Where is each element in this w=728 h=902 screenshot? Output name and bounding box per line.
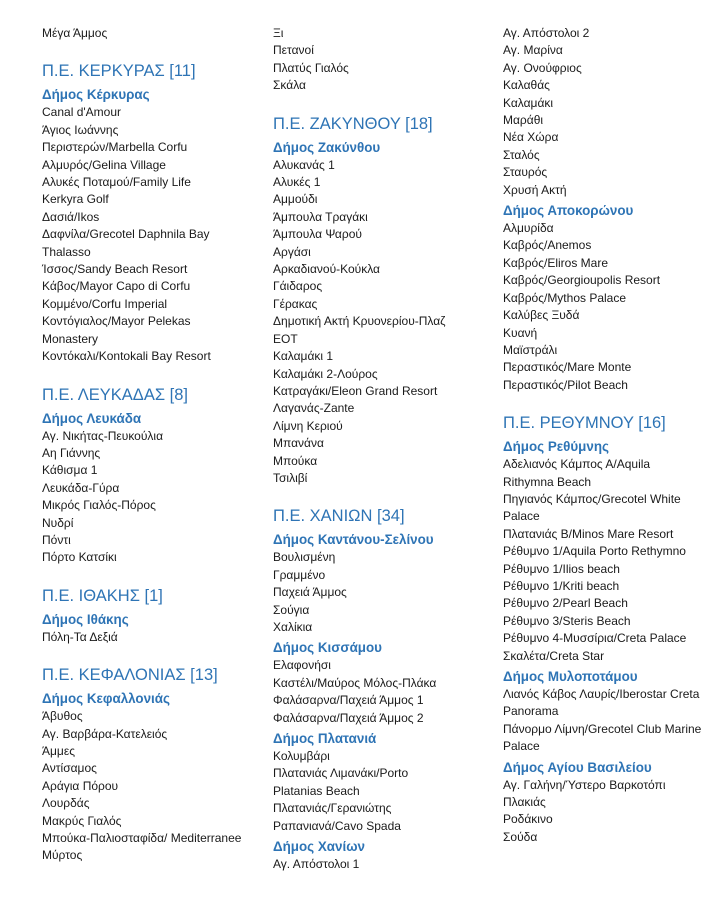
beach-list-item: Αντίσαμος	[42, 761, 97, 776]
beach-list-item: Αρκαδιανού-Κούκλα	[273, 262, 380, 277]
beach-list-item: Σούγια	[273, 602, 310, 617]
beach-list-item: Καστέλι/Μαύρος Μόλος-Πλάκα	[273, 675, 437, 690]
beach-list-item: Αγ. Γαλήνη/Ύστερο Βαρκοτόπι	[503, 777, 666, 792]
beach-list-item: Αλμυρίδα	[503, 221, 554, 236]
beach-list-item: Σταλός	[503, 147, 540, 162]
beach-list-item: Μαράθι	[503, 113, 544, 128]
beach-list-item: Παχειά Άμμος	[273, 585, 347, 600]
beach-list-item: Canal d'Amour	[42, 105, 121, 120]
beach-list-item: Μακρύς Γιαλός	[42, 813, 122, 828]
beach-list-item: Αγ. Νικήτας-Πευκούλια	[42, 428, 164, 443]
municipality-heading: Δήμος Ζακύνθου	[273, 139, 381, 155]
beach-list-item: Καλαμάκι	[503, 95, 554, 110]
beach-list-item: Πλατανιάς/Γερανιώτης	[273, 801, 392, 816]
municipality-heading: Δήμος Κέρκυρας	[42, 87, 150, 103]
beach-list-item: Αλυκανάς 1	[273, 157, 335, 172]
beach-list-item: Άβυθος	[42, 709, 83, 724]
region-heading: Π.Ε. ΚΕΦΑΛΟΝΙΑΣ [13]	[42, 666, 218, 685]
municipality-heading: Δήμος Ρεθύμνης	[503, 439, 609, 455]
column-1	[42, 25, 267, 865]
beach-list-item: ΕΟΤ	[273, 331, 298, 346]
beach-list-item: Φαλάσαρνα/Παχειά Άμμος 1	[273, 693, 424, 708]
beach-list-item: Λίμνη Κεριού	[273, 418, 343, 433]
beach-list-item: Αμμούδι	[273, 192, 318, 207]
beach-list-item: Ίσσος/Sandy Beach Resort	[42, 262, 188, 277]
beach-list-item: Κυανή	[503, 325, 538, 340]
beach-list-item: Αδελιανός Κάμπος Α/Aquila Rithymna Beach	[503, 457, 651, 489]
beach-list-item: Αγ. Βαρβάρα-Κατελειός	[42, 726, 168, 741]
beach-list-item: Λευκάδα-Γύρα	[42, 480, 120, 495]
beach-list-item: Πλατανιάς Β/Minos Mare Resort	[503, 526, 674, 541]
column-2	[273, 25, 498, 873]
beach-list-item: Πηγιανός Κάμπος/Grecotel White Palace	[503, 491, 681, 524]
beach-list-item: Κομμένο/Corfu Imperial	[42, 296, 168, 311]
beach-list-item: Φαλάσαρνα/Παχειά Άμμος 2	[273, 710, 424, 725]
municipality-heading: Δήμος Χανίων	[273, 839, 365, 855]
beach-list-item: Μπανάνα	[273, 436, 324, 451]
beach-list-item: Νυδρί	[42, 515, 74, 530]
beach-list-item: Περαστικός/Mare Monte	[503, 360, 632, 375]
beach-list-item: Αγ. Απόστολοι 1	[273, 857, 360, 872]
beach-list-item: Καλαμάκι 1	[273, 349, 334, 364]
beach-list-item: Άμμες	[42, 743, 75, 758]
beach-list-item: Σκαλέτα/Creta Star	[503, 648, 605, 663]
beach-list-item: Βουλισμένη	[273, 550, 336, 565]
beach-list-item: Ρέθυμνο 4-Μυσσίρια/Creta Palace	[503, 631, 687, 646]
beach-list-item: Ρέθυμνο 1/Aquila Porto Rethymno	[503, 544, 686, 559]
beach-list-item: Καλαμάκι 2-Λούρος	[273, 366, 378, 381]
beach-list-item: Πλακιάς	[503, 795, 546, 810]
beach-list-item: Πετανοί	[273, 43, 314, 58]
beach-list-item: Πάνορμο Λίμνη/Grecotel Club Marine Palace	[503, 721, 702, 754]
beach-list-item: Αράγια Πόρου	[42, 778, 119, 793]
beach-list-item: Περαστικός/Pilot Beach	[503, 377, 628, 392]
beach-list-item: Μικρός Γιαλός-Πόρος	[42, 498, 156, 513]
beach-list-item: Γάιδαρος	[273, 279, 323, 294]
beach-list-item: Κοντόγιαλος/Mayor Pelekas Monastery	[42, 314, 191, 346]
beach-list-item: Άγιος Ιωάννης	[42, 122, 119, 137]
beach-list-item: Ρέθυμνο 3/Steris Beach	[503, 613, 631, 628]
beach-list-item: Πλατύς Γιαλός	[273, 60, 349, 75]
beach-list-item: Αργάσι	[273, 244, 311, 259]
beach-list-item: Μαϊστράλι	[503, 342, 558, 357]
municipality-heading: Δήμος Μυλοποτάμου	[503, 669, 638, 684]
beach-list-item: Πόλη-Τα Δεξιά	[42, 629, 118, 644]
beach-list-item: Αη Γιάννης	[42, 445, 101, 460]
beach-list-item: Μύρτος	[42, 848, 83, 863]
municipality-heading: Δήμος Λευκάδα	[42, 410, 142, 426]
beach-list-item: Δημοτική Ακτή Κρυονερίου-Πλαζ	[273, 314, 446, 329]
beach-list-item: Λουρδάς	[42, 796, 90, 811]
beach-list-item: Ελαφονήσι	[273, 658, 331, 673]
beach-list-item: Άμπουλα Ψαρού	[273, 227, 362, 242]
region-heading: Π.Ε. ΚΕΡΚΥΡΑΣ [11]	[42, 62, 196, 81]
beach-list-item: Νέα Χώρα	[503, 130, 559, 145]
municipality-heading: Δήμος Ιθάκης	[42, 611, 129, 627]
municipality-heading: Δήμος Καντάνου-Σελίνου	[273, 532, 434, 548]
beach-list-item: Γραμμένο	[273, 567, 326, 582]
region-heading: Π.Ε. ΛΕΥΚΑΔΑΣ [8]	[42, 385, 188, 404]
municipality-heading: Δήμος Κεφαλλονιάς	[42, 691, 170, 707]
beach-list-item: Καβρός/Eliros Mare	[503, 255, 608, 270]
beach-list-item: Κολυμβάρι	[273, 749, 330, 763]
beach-list-item: Πόρτο Κατσίκι	[42, 550, 117, 565]
beach-list-item: Αλυκές Ποταμού/Family Life	[42, 175, 191, 190]
beach-list-item: Δασιά/Ikos	[42, 209, 100, 224]
beach-list-item: Ραπανιανά/Cavo Spada	[273, 818, 401, 833]
beach-list-item: Κάβος/Mayor Capo di Corfu	[42, 279, 191, 294]
beach-list-item: Χαλίκια	[273, 619, 313, 634]
beach-list-item: Περιστερών/Marbella Corfu	[42, 140, 188, 155]
beach-list-item: Kerkyra Golf	[42, 192, 109, 207]
beach-list-item: Αγ. Ονούφριος	[503, 60, 582, 75]
beach-list-item: Ξι	[273, 26, 284, 40]
beach-list-item: Πόντι	[42, 532, 71, 547]
beach-list-item: Πλατανιάς Λιμανάκι/Porto	[273, 766, 409, 781]
beach-list-item: Καλαθάς	[503, 78, 550, 93]
beach-list-item: Γέρακας	[273, 296, 318, 311]
beach-list-item: Λιανός Κάβος Λαυρίς/Iberostar Creta Panorama	[503, 687, 700, 719]
beach-list-item: Σούδα	[503, 829, 538, 844]
municipality-heading: Δήμος Αποκορώνου	[503, 203, 634, 219]
beach-list-item: Δαφνίλα/Grecotel Daphnila Bay Thalasso	[42, 227, 210, 259]
beach-list-item: Κατραγάκι/Eleon Grand Resort	[273, 383, 438, 398]
beach-list-item: Platanias Beach	[273, 783, 360, 798]
beach-list-item: Αγ. Μαρίνα	[503, 43, 563, 58]
municipality-heading: Δήμος Πλατανιά	[273, 731, 377, 746]
beach-list-item: Ρέθυμνο 1/Kriti beach	[503, 578, 620, 593]
beach-list-item: Ρέθυμνο 1/Ilios beach	[503, 561, 620, 576]
beach-list-item: Μπούκα	[273, 453, 318, 468]
beach-list-item: Κοντόκαλι/Kontokali Bay Resort	[42, 349, 211, 364]
municipality-heading: Δήμος Αγίου Βασιλείου	[503, 759, 652, 775]
column-3	[503, 25, 728, 846]
beach-list-item: Κάθισμα 1	[42, 463, 98, 478]
beach-list-item: Σκάλα	[273, 78, 306, 93]
beach-list-item: Αλυκές 1	[273, 175, 321, 190]
beach-list-item: Αγ. Απόστολοι 2	[503, 26, 590, 40]
beach-list-item: Καβρός/Anemos	[503, 238, 592, 253]
beach-list-item: Αλμυρός/Gelina Village	[42, 157, 166, 172]
beach-list-item: Καβρός/Mythos Palace	[503, 290, 627, 305]
region-heading: Π.Ε. ΖΑΚΥΝΘΟΥ [18]	[273, 114, 433, 133]
beach-list-item: Μπούκα-Παλιοσταφίδα/ Mediterranee	[42, 831, 242, 845]
beach-list-item: Τσιλιβί	[273, 470, 308, 485]
beach-list-item: Λαγανάς-Zante	[273, 401, 355, 416]
region-heading: Π.Ε. ΡΕΘΥΜΝΟΥ [16]	[503, 414, 666, 433]
region-heading: Π.Ε. ΧΑΝΙΩΝ [34]	[273, 507, 405, 526]
beach-list-item: Χρυσή Ακτή	[503, 182, 567, 197]
beach-list-item: Καλύβες Ξυδά	[503, 308, 580, 323]
beach-list-item: Ρέθυμνο 2/Pearl Beach	[503, 596, 628, 611]
beach-list-item: Άμπουλα Τραγάκι	[273, 209, 368, 224]
region-heading: Π.Ε. ΙΘΑΚΗΣ [1]	[42, 586, 163, 605]
municipality-heading: Δήμος Κισσάμου	[273, 640, 382, 656]
beach-list-item: Καβρός/Georgioupolis Resort	[503, 273, 661, 288]
beach-list-item: Ροδάκινο	[503, 812, 553, 827]
beach-list-item: Μέγα Άμμος	[42, 26, 108, 40]
beach-list-item: Σταυρός	[503, 165, 548, 180]
